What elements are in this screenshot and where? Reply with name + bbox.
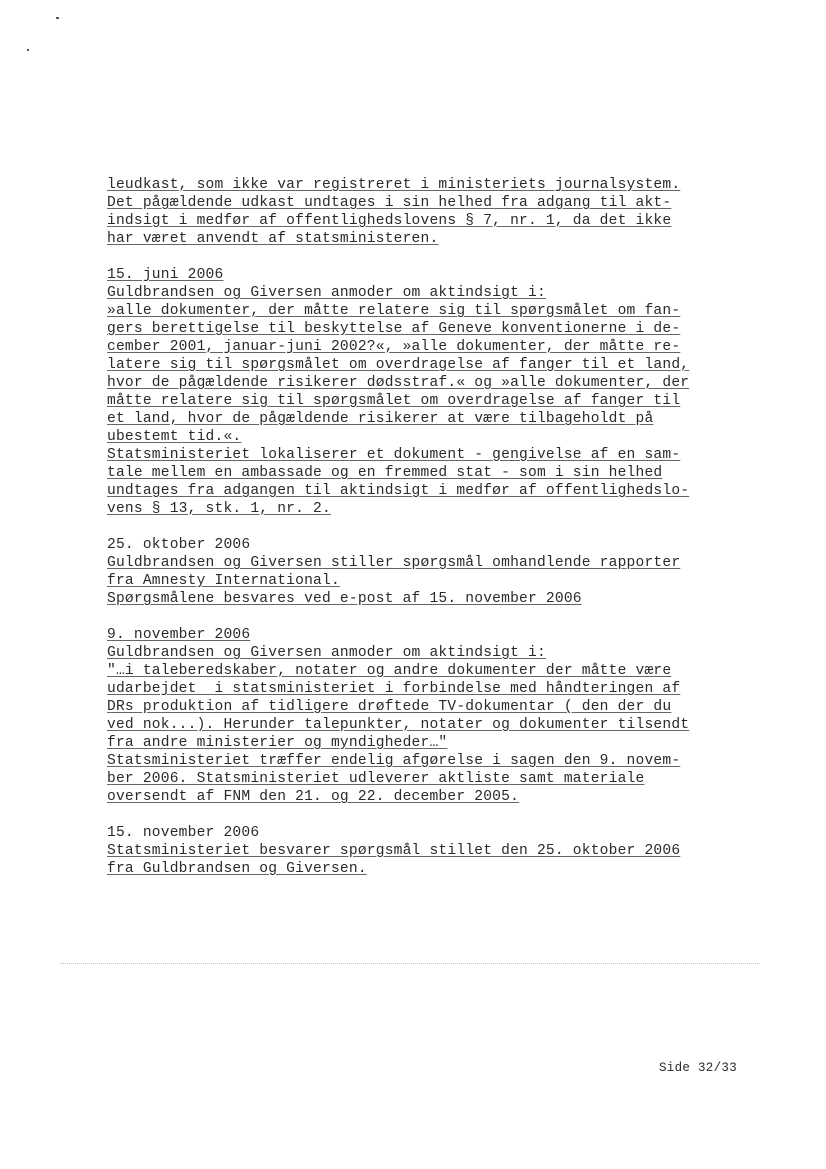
entry-date: 25. oktober 2006 — [107, 537, 251, 553]
text-line: Guldbrandsen og Giversen anmoder om aktindsigt i: — [107, 285, 546, 301]
text-line: Spørgsmålene besvares ved e-post af 15. november 2006 — [107, 591, 582, 607]
entry-date: 9. november 2006 — [107, 627, 251, 643]
document-body — [107, 176, 757, 896]
text-line: DRs produktion af tidligere drøftede TV-dokumentar ( den der du — [107, 699, 672, 715]
text-line: måtte relatere sig til spørgsmålet om overdragelse af fanger til — [107, 393, 681, 409]
text-line: »alle dokumenter, der måtte relatere sig til spørgsmålet om fan- — [107, 303, 681, 319]
text-line: Statsministeriet besvarer spørgsmål stillet den 25. oktober 2006 — [107, 843, 681, 859]
text-line: ubestemt tid.«. — [107, 429, 242, 445]
timeline-entry — [107, 266, 757, 518]
page-number: Side 32/33 — [659, 1061, 738, 1075]
intro-paragraph — [107, 176, 757, 248]
scan-artifact-line — [60, 963, 760, 964]
entry-date: 15. november 2006 — [107, 825, 260, 841]
text-line: latere sig til spørgsmålet om overdragelse af fanger til et land, — [107, 357, 690, 373]
text-line: tale mellem en ambassade og en fremmed stat - som i sin helhed — [107, 465, 663, 481]
text-line: Statsministeriet lokaliserer et dokument - gengivelse af en sam- — [107, 447, 681, 463]
text-line: Guldbrandsen og Giversen stiller spørgsmål omhandlende rapporter — [107, 555, 681, 571]
text-line: leudkast, som ikke var registreret i ministeriets journalsystem. — [107, 177, 681, 193]
timeline-entry — [107, 626, 757, 806]
text-line: ved nok...). Herunder talepunkter, notater og dokumenter tilsendt — [107, 717, 690, 733]
text-line: Statsministeriet træffer endelig afgørelse i sagen den 9. novem- — [107, 753, 681, 769]
text-line: "…i taleberedskaber, notater og andre dokumenter der måtte være — [107, 663, 672, 679]
text-line: gers berettigelse til beskyttelse af Geneve konventionerne i de- — [107, 321, 681, 337]
text-line: indsigt i medfør af offentlighedslovens § 7, nr. 1, da det ikke — [107, 213, 672, 229]
entry-date: 15. juni 2006 — [107, 267, 224, 283]
text-line: fra andre ministerier og myndigheder…" — [107, 735, 448, 751]
text-line: vens § 13, stk. 1, nr. 2. — [107, 501, 331, 517]
text-line: udarbejdet i statsministeriet i forbindelse med håndteringen af — [107, 681, 681, 697]
scan-speck — [27, 49, 29, 51]
text-line: fra Amnesty International. — [107, 573, 340, 589]
text-line: fra Guldbrandsen og Giversen. — [107, 861, 367, 877]
text-line: har været anvendt af statsministeren. — [107, 231, 439, 247]
text-line: et land, hvor de pågældende risikerer at være tilbageholdt på — [107, 411, 654, 427]
text-line: oversendt af FNM den 21. og 22. december 2005. — [107, 789, 520, 805]
timeline-entry — [107, 536, 757, 608]
timeline-entry — [107, 824, 757, 878]
text-line: Guldbrandsen og Giversen anmoder om aktindsigt i: — [107, 645, 546, 661]
text-line: cember 2001, januar-juni 2002?«, »alle dokumenter, der måtte re- — [107, 339, 681, 355]
text-line: Det pågældende udkast undtages i sin helhed fra adgang til akt- — [107, 195, 672, 211]
text-line: ber 2006. Statsministeriet udleverer aktliste samt materiale — [107, 771, 645, 787]
text-line: undtages fra adgangen til aktindsigt i medfør af offentlighedslo- — [107, 483, 690, 499]
text-line: hvor de pågældende risikerer dødsstraf.« og »alle dokumenter, der — [107, 375, 690, 391]
scan-speck — [56, 17, 59, 19]
